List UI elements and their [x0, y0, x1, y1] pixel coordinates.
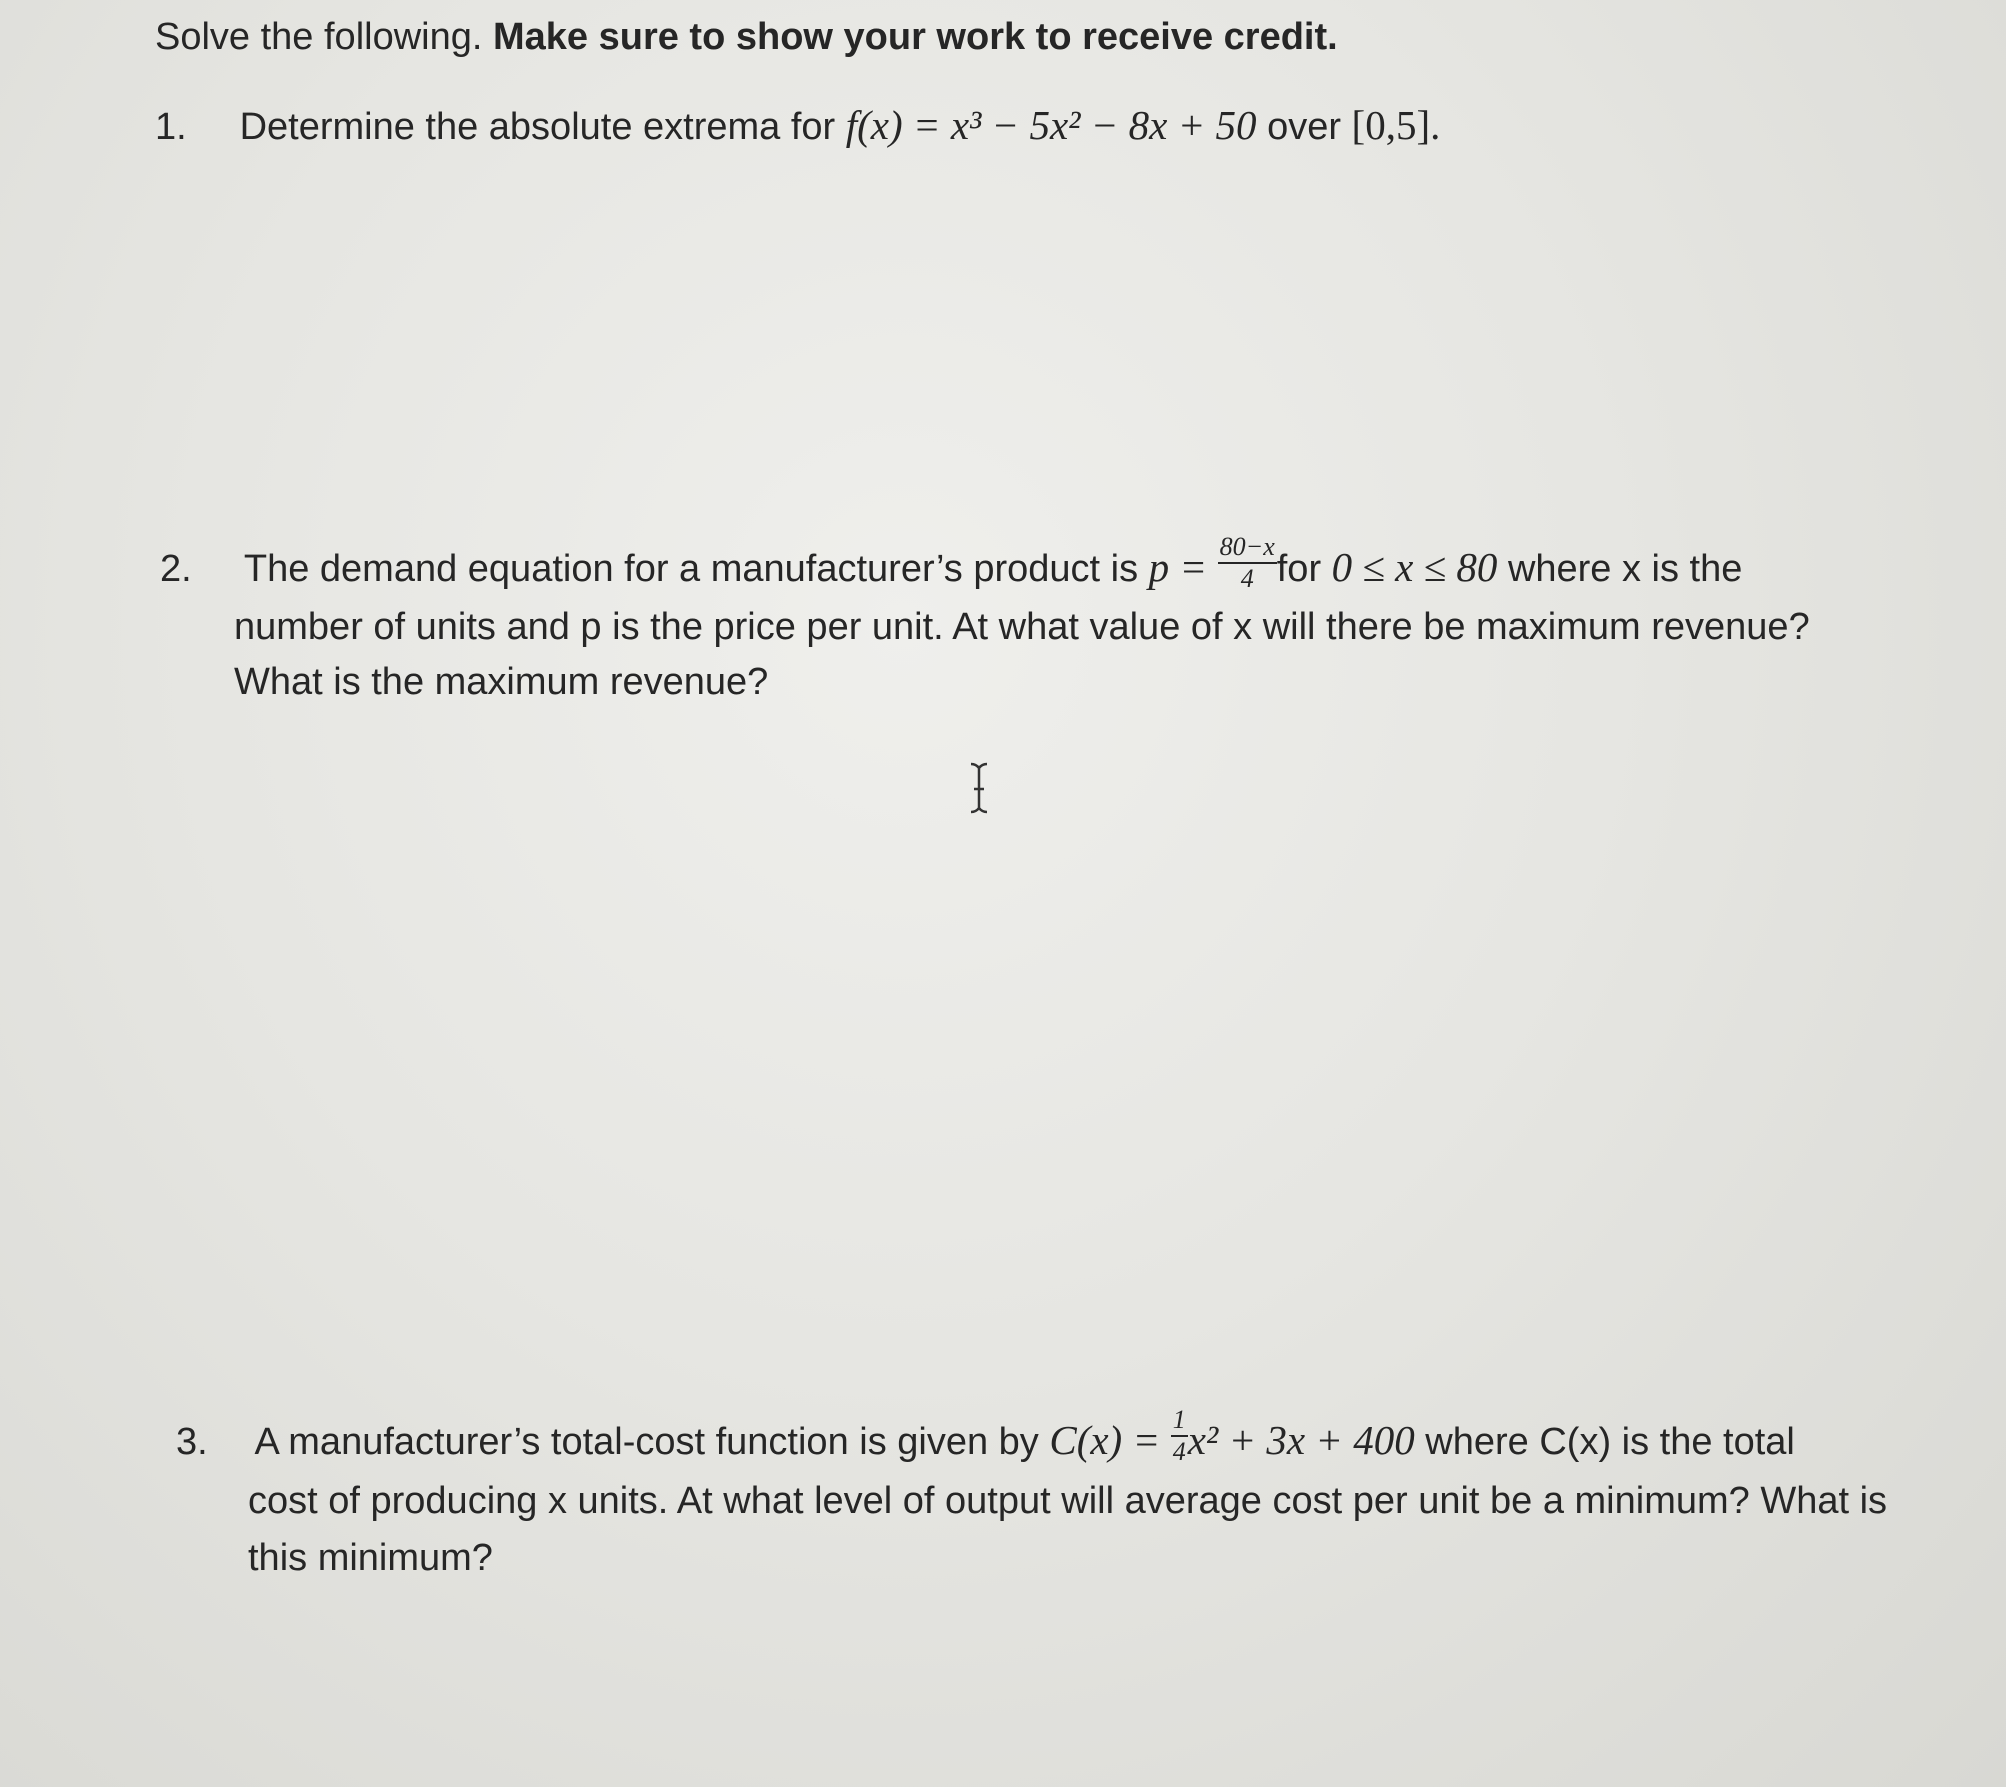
- question-3-cost-rhs: x² + 3x + 400: [1187, 1417, 1415, 1464]
- question-2-demand-fraction: [1218, 532, 1277, 594]
- fraction-denominator: 4: [1240, 564, 1254, 593]
- question-2-question: What is the maximum revenue?: [234, 661, 769, 703]
- question-3-question: this minimum?: [248, 1537, 493, 1579]
- question-1-number: 1.: [155, 106, 187, 148]
- fraction-numerator: 1: [1171, 1405, 1188, 1437]
- question-3-line-2: [248, 1478, 1887, 1524]
- question-1-function: f(x) = x³ − 5x² − 8x + 50: [845, 102, 1257, 148]
- question-3-cost-fraction: [1171, 1405, 1188, 1467]
- fraction-numerator: 80−x: [1218, 532, 1277, 564]
- question-2-where-text: where x is the: [1507, 548, 1743, 591]
- question-1-over-label: over: [1267, 106, 1341, 148]
- instructions: [155, 14, 1338, 60]
- question-2-domain: 0 ≤ x ≤ 80: [1331, 544, 1498, 591]
- question-2-line-3: [234, 659, 768, 705]
- question-3-line-1: [176, 1405, 1795, 1475]
- question-2-number: 2.: [160, 548, 192, 591]
- question-2-body: number of units and p is the price per unit. At what value of x will there be maximum revenue?: [234, 606, 1810, 648]
- question-2-intro: The demand equation for a manufacturer’s product is: [243, 548, 1139, 591]
- question-2-line-2: [234, 604, 1810, 650]
- text-cursor-icon: [968, 762, 990, 814]
- question-1: [155, 102, 1440, 150]
- question-3-number: 3.: [176, 1421, 208, 1464]
- instructions-emphasis: Make sure to show your work to receive credit.: [492, 16, 1338, 58]
- question-3-line-3: [248, 1535, 493, 1581]
- question-2-line-1: [160, 532, 1743, 602]
- question-3-cost-lhs: C(x) =: [1049, 1417, 1161, 1464]
- question-1-text: Determine the absolute extrema for: [239, 106, 836, 148]
- question-3-where-text: where C(x) is the total: [1425, 1421, 1795, 1464]
- question-1-interval: [0,5].: [1351, 102, 1441, 148]
- question-3-body: cost of producing x units. At what level of output will average cost per unit be a minimum? What is: [248, 1480, 1888, 1522]
- fraction-denominator: 4: [1172, 1437, 1186, 1466]
- question-3-intro: A manufacturer’s total-cost function is given by: [254, 1421, 1039, 1464]
- question-2-for-label: for: [1276, 548, 1322, 591]
- instructions-intro: Solve the following.: [155, 16, 483, 58]
- question-2-price-symbol: p =: [1148, 544, 1208, 591]
